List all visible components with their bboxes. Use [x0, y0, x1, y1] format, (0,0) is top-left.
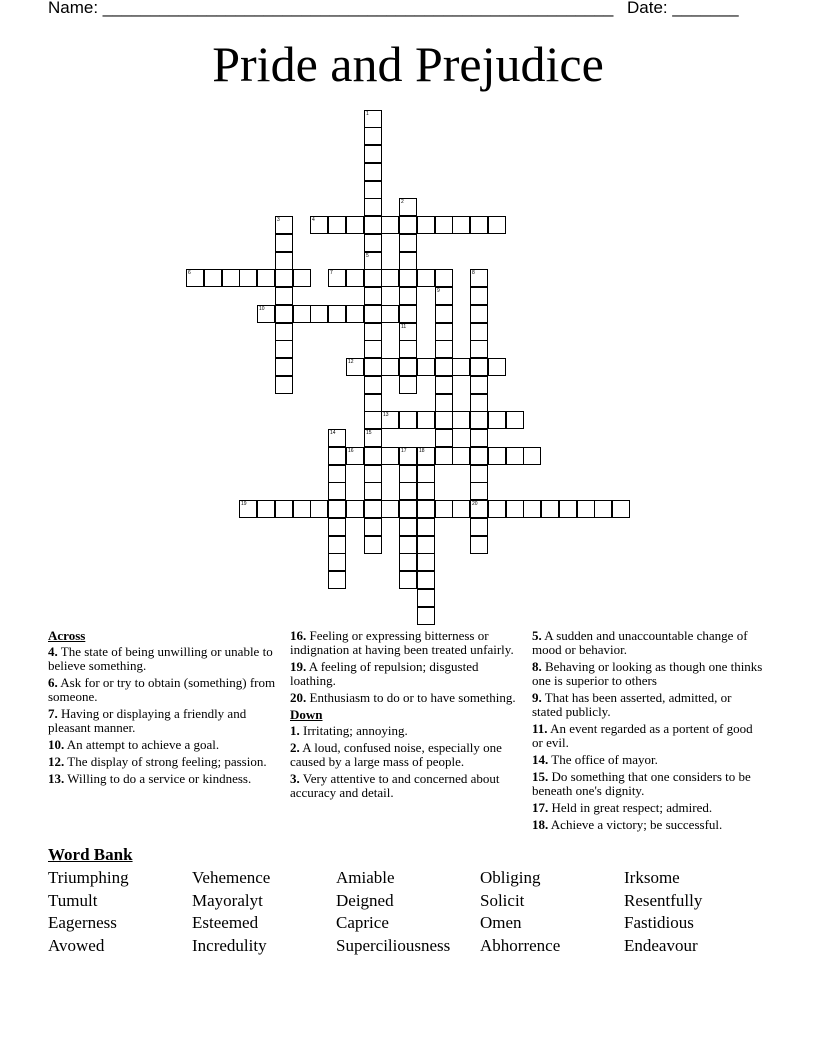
clue-across-16: 16. Feeling or expressing bitterness or indignation at having been treated unfairly.	[290, 628, 514, 657]
crossword-cell[interactable]	[310, 216, 328, 234]
crossword-cell[interactable]	[275, 216, 293, 234]
crossword-cell[interactable]	[559, 500, 577, 518]
down-heading: Down	[290, 707, 323, 722]
crossword-cell[interactable]	[364, 447, 382, 465]
cell-number: 4	[312, 217, 315, 223]
crossword-cell[interactable]	[435, 269, 453, 287]
crossword-cell[interactable]	[328, 216, 346, 234]
crossword-cell[interactable]	[275, 500, 293, 518]
crossword-cell[interactable]	[417, 358, 435, 376]
clue-down-8: 8. Behaving or looking as though one thinks one is superior to others	[532, 659, 763, 688]
crossword-cell[interactable]	[328, 269, 346, 287]
crossword-cell[interactable]	[452, 411, 470, 429]
clue-across-7: 7. Having or displaying a friendly and pleasant manner.	[48, 706, 247, 735]
clue-down-3: 3. Very attentive to and concerned about accuracy and detail.	[290, 771, 500, 800]
crossword-cell[interactable]	[417, 216, 435, 234]
crossword-cell[interactable]	[275, 252, 293, 270]
clue-across-20: 20. Enthusiasm to do or to have something.	[290, 690, 516, 705]
cell-number: 8	[472, 270, 475, 276]
crossword-cell[interactable]	[435, 358, 453, 376]
crossword-cell[interactable]	[417, 465, 435, 483]
crossword-cell[interactable]	[204, 269, 222, 287]
crossword-cell[interactable]	[275, 358, 293, 376]
cell-number: 16	[348, 448, 354, 454]
clue-across-12: 12. The display of strong feeling; passion.	[48, 754, 267, 769]
crossword-cell[interactable]	[399, 216, 417, 234]
cell-number: 3	[277, 217, 280, 223]
crossword-cell[interactable]	[328, 536, 346, 554]
clue-down-9: 9. That has been asserted, admitted, or stated publicly.	[532, 690, 732, 719]
word-bank-item: Superciliousness	[336, 936, 451, 956]
crossword-cell[interactable]	[275, 323, 293, 341]
word-bank-item: Incredulity	[192, 936, 267, 956]
crossword-cell[interactable]	[488, 500, 506, 518]
crossword-cell[interactable]	[257, 305, 275, 323]
crossword-cell[interactable]	[399, 252, 417, 270]
clue-across-6: 6. Ask for or try to obtain (something) from someone.	[48, 675, 276, 704]
crossword-cell[interactable]	[364, 376, 382, 394]
crossword-cell[interactable]	[364, 394, 382, 412]
clues-column-2	[290, 629, 522, 803]
clue-across-19: 19. A feeling of repulsion; disgusted loathing.	[290, 659, 479, 688]
crossword-cell[interactable]	[417, 518, 435, 536]
crossword-cell[interactable]	[435, 323, 453, 341]
crossword-cell[interactable]	[364, 252, 382, 270]
crossword-cell[interactable]	[435, 394, 453, 412]
crossword-cell[interactable]	[293, 269, 311, 287]
crossword-cell[interactable]	[470, 269, 488, 287]
word-bank-item: Eagerness	[48, 913, 117, 933]
cell-number: 5	[366, 253, 369, 259]
crossword-cell[interactable]	[346, 358, 364, 376]
word-bank-heading: Word Bank	[48, 845, 133, 864]
crossword-cell[interactable]	[364, 323, 382, 341]
crossword-cell[interactable]	[417, 536, 435, 554]
word-bank-item: Deigned	[336, 890, 394, 910]
cell-number: 7	[330, 270, 333, 276]
crossword-cell[interactable]	[470, 394, 488, 412]
date-field-label: Date: _______	[627, 0, 739, 17]
crossword-cell[interactable]	[399, 465, 417, 483]
crossword-cell[interactable]	[364, 482, 382, 500]
crossword-cell[interactable]	[381, 447, 399, 465]
word-bank-item: Obliging	[480, 868, 541, 887]
crossword-cell[interactable]	[399, 447, 417, 465]
crossword-cell[interactable]	[523, 447, 541, 465]
crossword-cell[interactable]	[399, 571, 417, 589]
crossword-cell[interactable]	[470, 305, 488, 323]
cell-number: 19	[241, 501, 247, 507]
crossword-cell[interactable]	[470, 482, 488, 500]
crossword-cell[interactable]	[488, 358, 506, 376]
crossword-cell[interactable]	[612, 500, 630, 518]
word-bank-item: Tumult	[48, 890, 98, 910]
word-bank-item: Triumphing	[48, 868, 129, 887]
clue-down-18: 18. Achieve a victory; be successful.	[532, 817, 723, 832]
crossword-cell[interactable]	[328, 447, 346, 465]
crossword-cell[interactable]	[506, 447, 524, 465]
crossword-cell[interactable]	[452, 500, 470, 518]
cell-number: 2	[401, 199, 404, 205]
clue-across-10: 10. An attempt to achieve a goal.	[48, 737, 220, 752]
crossword-cell[interactable]	[328, 429, 346, 447]
crossword-cell[interactable]	[381, 358, 399, 376]
crossword-cell[interactable]	[328, 553, 346, 571]
crossword-cell[interactable]	[328, 518, 346, 536]
crossword-cell[interactable]	[364, 110, 382, 128]
word-bank-item: Resentfully	[624, 890, 703, 910]
crossword-cell[interactable]	[417, 607, 435, 625]
crossword-cell[interactable]	[435, 376, 453, 394]
crossword-cell[interactable]	[435, 447, 453, 465]
crossword-cell[interactable]	[364, 145, 382, 163]
crossword-cell[interactable]	[310, 305, 328, 323]
crossword-cell[interactable]	[310, 500, 328, 518]
crossword-cell[interactable]	[364, 340, 382, 358]
word-bank-item: Esteemed	[192, 913, 259, 933]
crossword-cell[interactable]	[417, 571, 435, 589]
crossword-cell[interactable]	[452, 447, 470, 465]
crossword-cell[interactable]	[293, 305, 311, 323]
clue-down-2: 2. A loud, confused noise, especially one caused by a large mass of people.	[290, 740, 502, 769]
clues-column-1	[48, 629, 280, 789]
crossword-cell[interactable]	[541, 500, 559, 518]
clue-down-15: 15. Do something that one considers to be beneath one's dignity.	[532, 769, 751, 798]
crossword-cell[interactable]	[275, 269, 293, 287]
cell-number: 20	[472, 501, 478, 507]
cell-number: 9	[437, 288, 440, 294]
crossword-cell[interactable]	[381, 411, 399, 429]
crossword-cell[interactable]	[381, 269, 399, 287]
word-bank-item: Mayoralyt	[192, 890, 263, 910]
crossword-cell[interactable]	[399, 287, 417, 305]
crossword-cell[interactable]	[488, 447, 506, 465]
clue-down-14: 14. The office of mayor.	[532, 752, 658, 767]
crossword-cell[interactable]	[328, 500, 346, 518]
crossword-cell[interactable]	[239, 500, 257, 518]
cell-number: 17	[401, 448, 407, 454]
crossword-cell[interactable]	[452, 216, 470, 234]
cell-number: 15	[366, 430, 372, 436]
page-title: Pride and Prejudice	[212, 36, 604, 92]
cell-number: 13	[383, 412, 389, 418]
crossword-cell[interactable]	[399, 269, 417, 287]
cell-number: 14	[330, 430, 336, 436]
crossword-cell[interactable]	[435, 411, 453, 429]
crossword-cell[interactable]	[452, 358, 470, 376]
crossword-cell[interactable]	[399, 305, 417, 323]
crossword-cell[interactable]	[364, 305, 382, 323]
crossword-cell[interactable]	[435, 305, 453, 323]
crossword-cell[interactable]	[222, 269, 240, 287]
crossword-cell[interactable]	[364, 518, 382, 536]
crossword-cell[interactable]	[346, 500, 364, 518]
crossword-cell[interactable]	[257, 269, 275, 287]
crossword-cell[interactable]	[399, 234, 417, 252]
crossword-cell[interactable]	[399, 518, 417, 536]
crossword-cell[interactable]	[275, 340, 293, 358]
crossword-cell[interactable]	[470, 323, 488, 341]
crossword-cell[interactable]	[470, 447, 488, 465]
crossword-cell[interactable]	[470, 536, 488, 554]
crossword-cell[interactable]	[399, 340, 417, 358]
crossword-cell[interactable]	[435, 500, 453, 518]
crossword-cell[interactable]	[470, 500, 488, 518]
crossword-cell[interactable]	[364, 500, 382, 518]
crossword-cell[interactable]	[399, 198, 417, 216]
crossword-cell[interactable]	[346, 216, 364, 234]
crossword-cell[interactable]	[328, 571, 346, 589]
crossword-cell[interactable]	[364, 269, 382, 287]
word-bank-item: Caprice	[336, 913, 389, 933]
crossword-cell[interactable]	[417, 482, 435, 500]
clue-down-5: 5. A sudden and unaccountable change of mood or behavior.	[532, 628, 748, 657]
cell-number: 12	[348, 359, 354, 365]
crossword-cell[interactable]	[488, 216, 506, 234]
word-bank-item: Avowed	[48, 936, 105, 956]
clues-column-3	[532, 629, 764, 835]
crossword-cell[interactable]	[399, 500, 417, 518]
name-field-label: Name: ______________________________________________________	[48, 0, 614, 17]
crossword-cell[interactable]	[186, 269, 204, 287]
crossword-cell[interactable]	[417, 411, 435, 429]
word-bank-item: Omen	[480, 913, 522, 933]
crossword-cell[interactable]	[417, 269, 435, 287]
crossword-cell[interactable]	[470, 465, 488, 483]
crossword-cell[interactable]	[435, 216, 453, 234]
crossword-cell[interactable]	[417, 553, 435, 571]
crossword-cell[interactable]	[364, 163, 382, 181]
crossword-cell[interactable]	[506, 500, 524, 518]
crossword-cell[interactable]	[364, 465, 382, 483]
crossword-cell[interactable]	[470, 518, 488, 536]
cell-number: 10	[259, 306, 265, 312]
crossword-cell[interactable]	[399, 358, 417, 376]
crossword-cell[interactable]	[346, 447, 364, 465]
crossword-cell[interactable]	[275, 234, 293, 252]
word-bank-item: Vehemence	[192, 868, 271, 887]
crossword-cell[interactable]	[470, 429, 488, 447]
clue-down-17: 17. Held in great respect; admired.	[532, 800, 713, 815]
crossword-cell[interactable]	[399, 536, 417, 554]
crossword-cell[interactable]	[364, 216, 382, 234]
crossword-cell[interactable]	[364, 127, 382, 145]
word-bank-item: Abhorrence	[480, 936, 561, 956]
clue-down-11: 11. An event regarded as a portent of good or evil.	[532, 721, 753, 750]
crossword-cell[interactable]	[577, 500, 595, 518]
crossword-cell[interactable]	[364, 181, 382, 199]
crossword-cell[interactable]	[399, 482, 417, 500]
crossword-cell[interactable]	[399, 411, 417, 429]
crossword-cell[interactable]	[346, 305, 364, 323]
cell-number: 1	[366, 111, 369, 117]
crossword-cell[interactable]	[506, 411, 524, 429]
crossword-cell[interactable]	[470, 376, 488, 394]
crossword-cell[interactable]	[381, 216, 399, 234]
word-bank-item: Endeavour	[624, 936, 698, 956]
crossword-cell[interactable]	[364, 234, 382, 252]
word-bank-item: Solicit	[480, 890, 525, 910]
word-bank-item: Fastidious	[624, 913, 694, 933]
crossword-cell[interactable]	[381, 500, 399, 518]
crossword-cell[interactable]	[435, 340, 453, 358]
crossword-cell[interactable]	[470, 340, 488, 358]
crossword-cell[interactable]	[594, 500, 612, 518]
crossword-cell[interactable]	[381, 305, 399, 323]
crossword-cell[interactable]	[470, 358, 488, 376]
crossword-cell[interactable]	[470, 287, 488, 305]
cell-number: 18	[419, 448, 425, 454]
crossword-cell[interactable]	[364, 358, 382, 376]
crossword-cell[interactable]	[417, 500, 435, 518]
crossword-cell[interactable]	[364, 536, 382, 554]
crossword-cell[interactable]	[275, 305, 293, 323]
crossword-cell[interactable]	[417, 589, 435, 607]
clue-across-13: 13. Willing to do a service or kindness.	[48, 771, 252, 786]
crossword-cell[interactable]	[275, 376, 293, 394]
cell-number: 6	[188, 270, 191, 276]
word-bank-item: Irksome	[624, 868, 680, 887]
crossword-cell[interactable]	[364, 287, 382, 305]
crossword-cell[interactable]	[435, 287, 453, 305]
crossword-cell[interactable]	[488, 411, 506, 429]
crossword-cell[interactable]	[346, 269, 364, 287]
cell-number: 11	[401, 324, 407, 330]
crossword-cell[interactable]	[364, 411, 382, 429]
crossword-cell[interactable]	[470, 411, 488, 429]
crossword-cell[interactable]	[328, 482, 346, 500]
crossword-cell[interactable]	[470, 216, 488, 234]
crossword-cell[interactable]	[435, 429, 453, 447]
crossword-cell[interactable]	[523, 500, 541, 518]
crossword-cell[interactable]	[239, 269, 257, 287]
crossword-cell[interactable]	[328, 305, 346, 323]
crossword-cell[interactable]	[417, 447, 435, 465]
crossword-cell[interactable]	[399, 376, 417, 394]
word-bank-item: Amiable	[336, 868, 395, 887]
clue-across-4: 4. The state of being unwilling or unable to believe something.	[48, 644, 273, 673]
clue-down-1: 1. Irritating; annoying.	[290, 723, 408, 738]
crossword-cell[interactable]	[399, 553, 417, 571]
crossword-cell[interactable]	[364, 429, 382, 447]
crossword-cell[interactable]	[275, 287, 293, 305]
crossword-cell[interactable]	[257, 500, 275, 518]
crossword-cell[interactable]	[399, 323, 417, 341]
crossword-cell[interactable]	[328, 465, 346, 483]
across-heading: Across	[48, 628, 86, 643]
crossword-cell[interactable]	[293, 500, 311, 518]
word-bank	[48, 867, 788, 958]
crossword-cell[interactable]	[364, 198, 382, 216]
